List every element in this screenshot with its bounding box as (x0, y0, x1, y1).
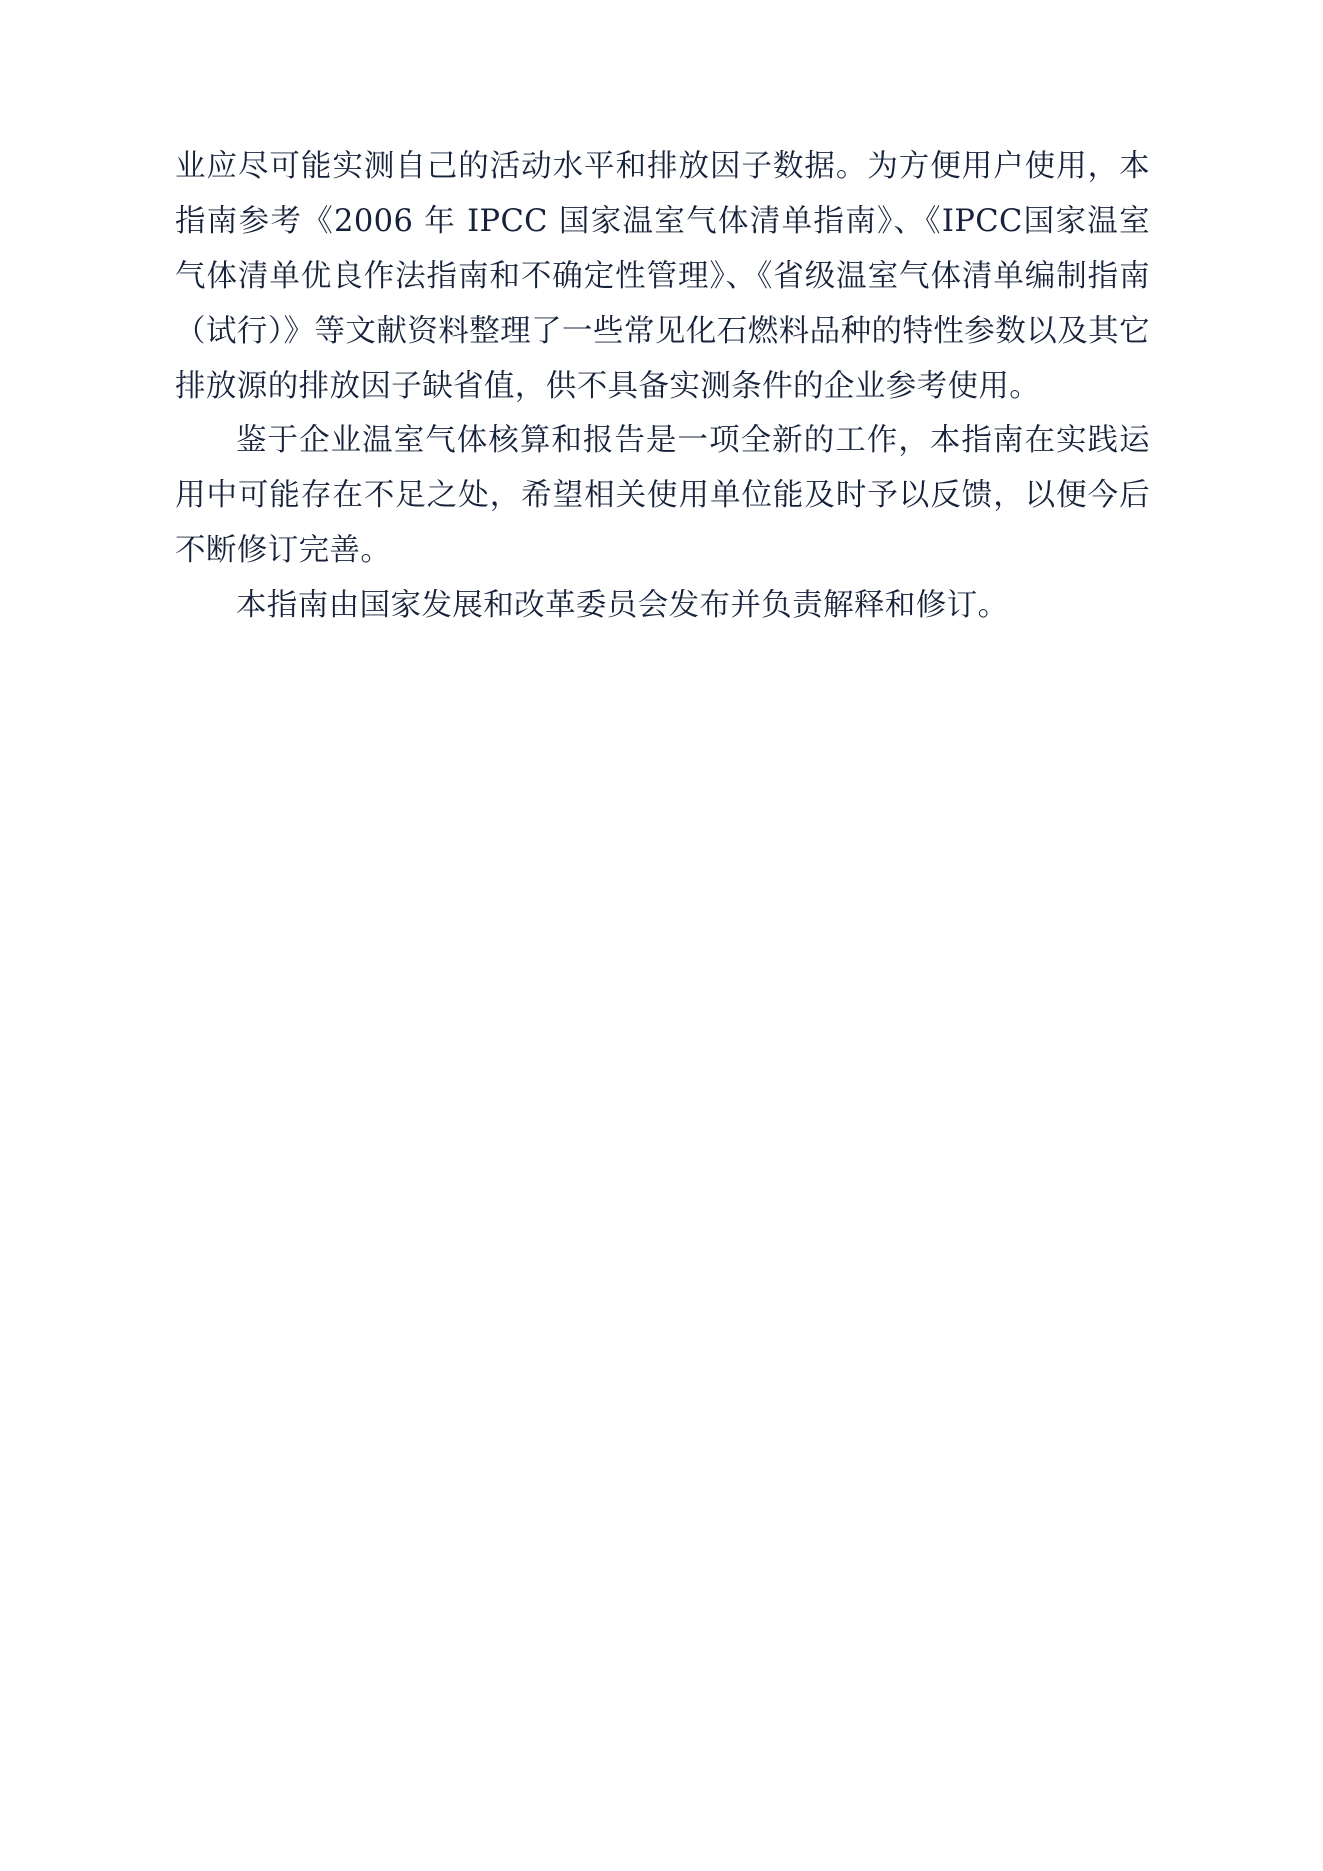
document-body (175, 140, 1150, 634)
paragraph-2: 鉴于企业温室气体核算和报告是一项全新的工作，本指南在实践运用中可能存在不足之处，希望相关使用单位能及时予以反馈，以便今后不断修订完善。 (175, 423, 1150, 569)
paragraph-1: 业应尽可能实测自己的活动水平和排放因子数据。为方便用户使用，本指南参考《2006 年 IPCC 国家温室气体清单指南》、《IPCC国家温室气体清单优良作法指南和不确定性管理》、《省级温室气体清单编制指南（试行）》等文献资料整理了一些常见化石燃料品种的特性参数以及其它排放源的排放因子缺省值，供不具备实测条件的企业参考使用。 (175, 149, 1150, 404)
paragraph-3: 本指南由国家发展和改革委员会发布并负责解释和修订。 (236, 588, 1009, 624)
